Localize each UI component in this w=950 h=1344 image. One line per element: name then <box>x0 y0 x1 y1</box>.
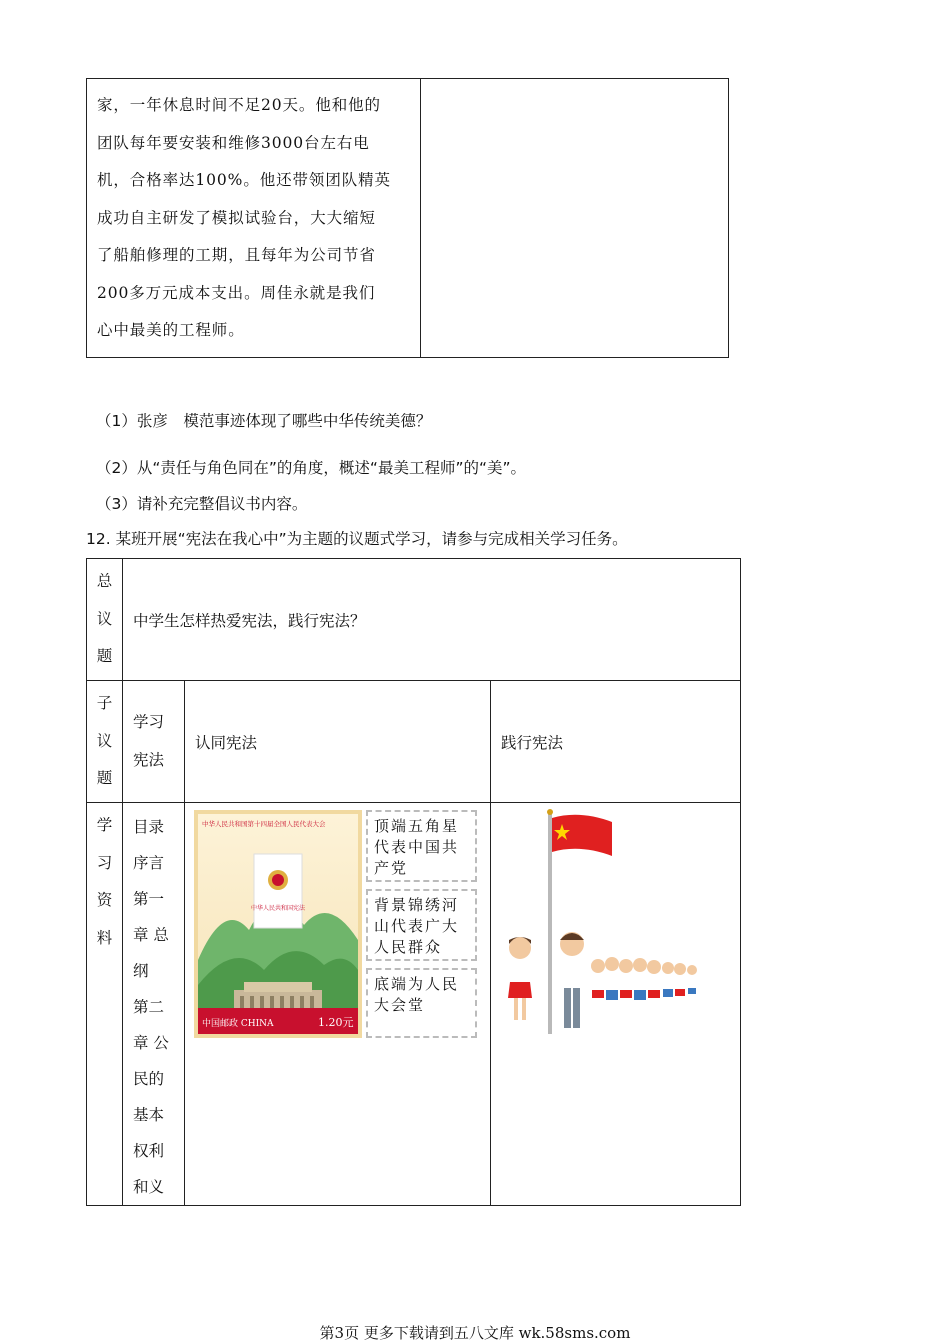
question-2: （2）从“责任与角色同在”的角度，概述“最美工程师”的“美”。 <box>96 459 527 477</box>
story-line: 成功自主研发了模拟试验台，大大缩短 <box>97 208 376 227</box>
stamp-book-text: 中华人民共和国宪法 <box>250 905 306 912</box>
story-line: 了船舶修理的工期，且每年为公司节省 <box>97 246 376 264</box>
sub-topic-header: 子 议 题 <box>87 681 123 803</box>
flagpole <box>548 812 552 1034</box>
constitution-toc: 目录 序言 第一 章 总 纲 第二 章 公 民的 基本 权利 和义 <box>123 803 185 1206</box>
story-line: 200多万元成本支出。周佳永就是我们 <box>97 283 376 302</box>
note-mountains: 背景锦绣河山代表广大人民群众 <box>366 889 477 961</box>
stamp-post-text: 中国邮政 CHINA <box>202 1019 274 1029</box>
stamp-top-text: 中华人民共和国第十四届全国人民代表大会 <box>202 820 326 828</box>
note-hall: 底端为人民大会堂 <box>366 968 477 1038</box>
sub-topic-identify: 认同宪法 <box>185 681 491 803</box>
flag-raising-illustration <box>500 808 710 1040</box>
sub-topic-practice: 践行宪法 <box>491 681 741 803</box>
question-1: （1）张彦 模范事迹体现了哪些中华传统美德？ <box>96 412 432 430</box>
page-footer: 第3页 更多下载请到五八文库 wk.58sms.com <box>319 1324 631 1342</box>
story-line: 家，一年休息时间不足20天。他和他的 <box>97 96 381 114</box>
story-cell <box>87 79 421 358</box>
stamp-value: 1.20元 <box>318 1016 354 1029</box>
question-12: 12. 某班开展“宪法在我心中”为主题的议题式学习，请参与完成相关学习任务。 <box>86 530 628 548</box>
story-line: 团队每年要安装和维修3000台左右电 <box>97 133 370 152</box>
story-table <box>86 78 729 358</box>
constitution-stamp <box>194 810 362 1038</box>
main-topic-text: 中学生怎样热爱宪法，践行宪法？ <box>123 559 741 681</box>
sub-topic-learn: 学习 宪法 <box>123 681 185 803</box>
note-star: 顶端五角星代表中国共产党 <box>366 810 477 882</box>
empty-cell <box>421 79 729 358</box>
story-line: 机，合格率达100%。他还带领团队精英 <box>97 171 391 189</box>
materials-header: 学 习 资 料 <box>87 803 123 1206</box>
question-3: （3）请补充完整倡议书内容。 <box>96 495 308 513</box>
story-line: 心中最美的工程师。 <box>97 321 245 339</box>
main-topic-header: 总 议 题 <box>87 559 123 681</box>
